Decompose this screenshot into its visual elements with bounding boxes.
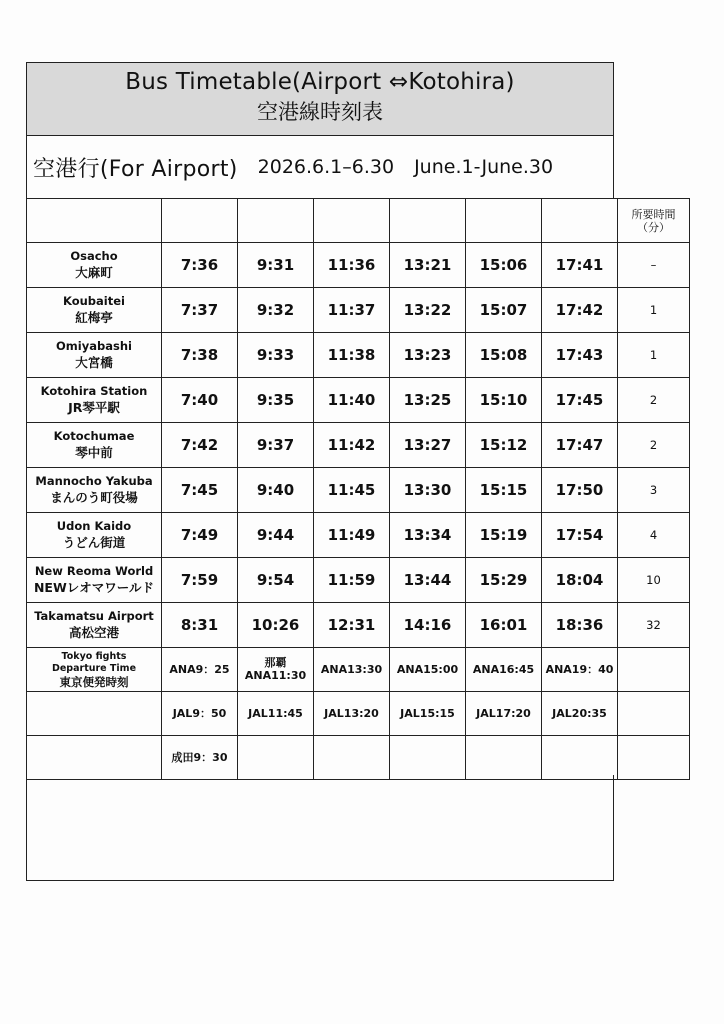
departure-time: 18:04 xyxy=(542,558,618,603)
departure-time: 15:06 xyxy=(466,243,542,288)
travel-duration: 3 xyxy=(618,468,690,513)
direction-label: 空港行(For Airport) xyxy=(33,156,238,182)
travel-duration: – xyxy=(618,243,690,288)
tokyo-flights-row xyxy=(27,648,690,692)
empty-cell xyxy=(27,736,162,780)
departure-time: 13:21 xyxy=(390,243,466,288)
departure-time: 9:54 xyxy=(238,558,314,603)
stop-name-cell xyxy=(27,243,162,288)
empty-cell xyxy=(238,736,314,780)
stop-name-cell xyxy=(27,558,162,603)
tokyo-flights-label-line2: Departure Time xyxy=(51,662,137,674)
stop-name-japanese: まんのう町役場 xyxy=(50,490,138,505)
departure-time: 7:42 xyxy=(162,423,238,468)
departure-time: 11:42 xyxy=(314,423,390,468)
departure-time: 15:08 xyxy=(466,333,542,378)
departure-time: 7:37 xyxy=(162,288,238,333)
tokyo-flights-row xyxy=(27,736,690,780)
empty-cell xyxy=(618,736,690,780)
stop-row xyxy=(27,468,690,513)
departure-time: 17:47 xyxy=(542,423,618,468)
travel-duration: 2 xyxy=(618,423,690,468)
flight-departure: ANA16:45 xyxy=(472,662,535,676)
tokyo-flights-label-line1: Tokyo fights xyxy=(61,650,127,662)
stop-row xyxy=(27,603,690,648)
flight-departure: ANA13:30 xyxy=(320,662,383,676)
flight-departure: JAL11:45 xyxy=(238,692,314,736)
stop-name-english: Kotochumae xyxy=(53,429,135,443)
departure-time: 17:43 xyxy=(542,333,618,378)
title-box xyxy=(26,62,614,136)
departure-time: 17:41 xyxy=(542,243,618,288)
departure-time: 9:33 xyxy=(238,333,314,378)
stop-name-english: Osacho xyxy=(70,249,118,263)
departure-time: 18:36 xyxy=(542,603,618,648)
departure-time: 11:36 xyxy=(314,243,390,288)
departure-time: 15:12 xyxy=(466,423,542,468)
flight-time xyxy=(314,648,390,692)
departure-time: 14:16 xyxy=(390,603,466,648)
departure-time: 11:37 xyxy=(314,288,390,333)
period-dates: 2026.6.1–6.30 xyxy=(257,156,395,178)
departure-time: 7:49 xyxy=(162,513,238,558)
departure-time: 17:50 xyxy=(542,468,618,513)
departure-time: 9:40 xyxy=(238,468,314,513)
departure-time: 13:22 xyxy=(390,288,466,333)
stop-name-english: Takamatsu Airport xyxy=(34,609,154,623)
header-cell xyxy=(27,199,162,243)
stop-name-english: Kotohira Station xyxy=(40,384,148,398)
departure-time: 8:31 xyxy=(162,603,238,648)
empty-cell xyxy=(27,692,162,736)
travel-duration: 10 xyxy=(618,558,690,603)
header-cell xyxy=(466,199,542,243)
stop-name-english: Mannocho Yakuba xyxy=(35,474,153,488)
flight-departure: ANA9：25 xyxy=(169,662,230,676)
departure-time: 9:37 xyxy=(238,423,314,468)
departure-time: 15:29 xyxy=(466,558,542,603)
header-cell xyxy=(238,199,314,243)
flight-departure: 成田9：30 xyxy=(162,736,238,780)
departure-time: 13:25 xyxy=(390,378,466,423)
blank-area xyxy=(26,775,614,881)
flight-departure: JAL15:15 xyxy=(390,692,466,736)
departure-time: 9:44 xyxy=(238,513,314,558)
flight-departure: JAL9：50 xyxy=(162,692,238,736)
tokyo-flights-label xyxy=(27,648,162,692)
departure-time: 15:10 xyxy=(466,378,542,423)
departure-time: 10:26 xyxy=(238,603,314,648)
flight-time xyxy=(162,648,238,692)
flight-time xyxy=(466,648,542,692)
header-cell xyxy=(390,199,466,243)
empty-cell xyxy=(466,736,542,780)
stop-row xyxy=(27,378,690,423)
departure-time: 7:38 xyxy=(162,333,238,378)
flight-time xyxy=(542,648,618,692)
departure-time: 7:45 xyxy=(162,468,238,513)
flight-departure: JAL20:35 xyxy=(542,692,618,736)
departure-time: 9:32 xyxy=(238,288,314,333)
departure-time: 7:59 xyxy=(162,558,238,603)
departure-time: 15:15 xyxy=(466,468,542,513)
empty-cell xyxy=(390,736,466,780)
stop-name-english: Koubaitei xyxy=(63,294,125,308)
title-english: Bus Timetable(Airport ⇔Kotohira) xyxy=(125,69,515,95)
flight-departure: ANA15:00 xyxy=(396,662,459,676)
direction-header xyxy=(26,136,614,198)
travel-duration: 2 xyxy=(618,378,690,423)
stop-name-cell xyxy=(27,378,162,423)
stop-name-japanese: 琴中前 xyxy=(75,445,113,460)
flight-origin-note: 那覇 xyxy=(264,656,287,669)
departure-time: 7:36 xyxy=(162,243,238,288)
stop-name-japanese: 高松空港 xyxy=(68,625,119,640)
duration-header-label: 所要時間 xyxy=(631,207,676,221)
header-cell xyxy=(162,199,238,243)
departure-time: 17:45 xyxy=(542,378,618,423)
timetable xyxy=(26,198,690,780)
departure-time: 12:31 xyxy=(314,603,390,648)
stop-name-cell xyxy=(27,423,162,468)
travel-duration: 4 xyxy=(618,513,690,558)
stop-name-english: New Reoma World xyxy=(34,564,154,578)
stop-name-japanese: 大麻町 xyxy=(75,265,113,280)
departure-time: 15:19 xyxy=(466,513,542,558)
flight-time xyxy=(390,648,466,692)
departure-time: 13:27 xyxy=(390,423,466,468)
departure-time: 9:35 xyxy=(238,378,314,423)
departure-time: 11:49 xyxy=(314,513,390,558)
tokyo-flights-row xyxy=(27,692,690,736)
stop-name-cell xyxy=(27,333,162,378)
duration-header xyxy=(618,199,690,243)
empty-cell xyxy=(314,736,390,780)
departure-time: 17:42 xyxy=(542,288,618,333)
empty-cell xyxy=(618,692,690,736)
empty-cell xyxy=(542,736,618,780)
stop-name-japanese: NEWレオマワールド xyxy=(33,580,155,595)
stop-name-japanese: 紅梅亭 xyxy=(75,310,113,325)
stop-row xyxy=(27,513,690,558)
stop-name-cell xyxy=(27,468,162,513)
departure-time: 13:30 xyxy=(390,468,466,513)
flight-departure: JAL17:20 xyxy=(466,692,542,736)
departure-time: 11:45 xyxy=(314,468,390,513)
stop-name-cell xyxy=(27,288,162,333)
departure-time: 11:59 xyxy=(314,558,390,603)
stop-name-japanese: JR琴平駅 xyxy=(68,400,120,415)
empty-cell xyxy=(618,648,690,692)
stop-name-cell xyxy=(27,603,162,648)
stop-row xyxy=(27,558,690,603)
title-japanese: 空港線時刻表 xyxy=(257,100,383,124)
departure-time: 17:54 xyxy=(542,513,618,558)
flight-departure: ANA11:30 xyxy=(244,669,307,682)
duration-header-unit: （分） xyxy=(637,220,670,234)
departure-time: 7:40 xyxy=(162,378,238,423)
stop-name-english: Udon Kaido xyxy=(56,519,132,533)
travel-duration: 1 xyxy=(618,288,690,333)
flight-departure: JAL13:20 xyxy=(314,692,390,736)
tokyo-flights-label-japanese: 東京便発時刻 xyxy=(59,674,129,689)
departure-time: 11:40 xyxy=(314,378,390,423)
stop-row xyxy=(27,423,690,468)
header-cell xyxy=(314,199,390,243)
travel-duration: 32 xyxy=(618,603,690,648)
departure-time: 16:01 xyxy=(466,603,542,648)
header-cell xyxy=(542,199,618,243)
period-dates-english: June.1-June.30 xyxy=(414,156,554,178)
stop-row xyxy=(27,333,690,378)
stop-name-cell xyxy=(27,513,162,558)
stop-row xyxy=(27,243,690,288)
stop-name-japanese: 大宮橋 xyxy=(75,355,113,370)
departure-time: 13:23 xyxy=(390,333,466,378)
departure-time: 13:44 xyxy=(390,558,466,603)
stop-name-japanese: うどん街道 xyxy=(62,535,126,550)
departure-time: 11:38 xyxy=(314,333,390,378)
travel-duration: 1 xyxy=(618,333,690,378)
header-row xyxy=(27,199,690,243)
departure-time: 9:31 xyxy=(238,243,314,288)
flight-time xyxy=(238,648,314,692)
departure-time: 13:34 xyxy=(390,513,466,558)
stop-row xyxy=(27,288,690,333)
stop-name-english: Omiyabashi xyxy=(56,339,132,353)
departure-time: 15:07 xyxy=(466,288,542,333)
flight-departure: ANA19：40 xyxy=(545,662,614,676)
